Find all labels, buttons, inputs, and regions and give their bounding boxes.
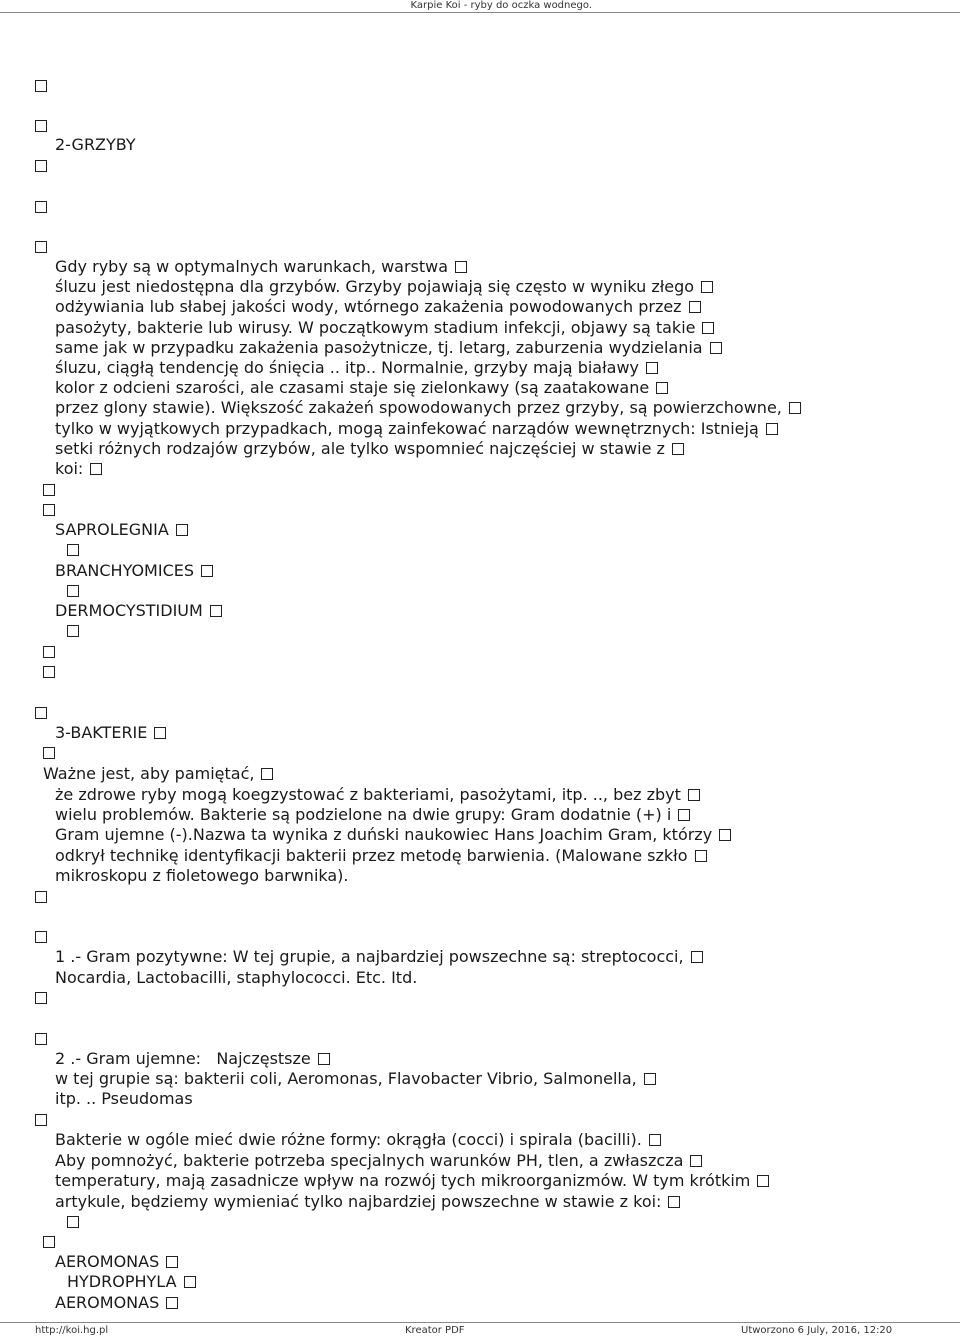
- square-icon: [154, 727, 166, 739]
- square-icon: [67, 544, 79, 556]
- line-text: 1 .- Gram pozytywne: W tej grupie, a najbardziej powszechne są: streptococci,: [55, 947, 684, 966]
- text-line: [55, 459, 102, 479]
- header-divider: [0, 12, 960, 13]
- line-text: mikroskopu z fioletowego barwnika).: [55, 866, 349, 885]
- text-line: [55, 1069, 656, 1089]
- fungus-item: [55, 520, 188, 540]
- bacteria-item: [55, 1293, 178, 1313]
- footer-creator: Kreator PDF: [405, 1325, 465, 1336]
- line-text: DERMOCYSTIDIUM: [55, 601, 203, 620]
- line-text: artykule, będziemy wymieniać tylko najbardziej powszechne w stawie z koi:: [55, 1192, 662, 1211]
- box-line: [67, 1212, 79, 1232]
- square-icon: [701, 281, 713, 293]
- text-line: [55, 257, 467, 277]
- square-icon: [691, 951, 703, 963]
- square-icon: [184, 1276, 196, 1288]
- square-icon: [35, 992, 47, 1004]
- text-line: [55, 846, 707, 866]
- line-text: AEROMONAS: [55, 1252, 160, 1271]
- text-line: [55, 947, 703, 967]
- page-header: [0, 0, 960, 12]
- fungus-item: [55, 601, 222, 621]
- line-text: Gram ujemne (-).Nazwa ta wynika z duński naukowiec Hans Joachim Gram, którzy: [55, 825, 713, 844]
- square-icon: [43, 747, 55, 759]
- square-icon: [261, 768, 273, 780]
- line-text: pasożyty, bakterie lub wirusy. W początkowym stadium infekcji, objawy są takie: [55, 318, 696, 337]
- square-icon: [672, 443, 684, 455]
- box-line: [35, 703, 47, 723]
- text-line: [55, 1171, 769, 1191]
- text-line: [55, 439, 684, 459]
- box-line: [67, 540, 79, 560]
- square-icon: [201, 565, 213, 577]
- text-line: [55, 968, 417, 988]
- square-icon: [67, 1216, 79, 1228]
- line-text: same jak w przypadku zakażenia pasożytnicze, tj. letarg, zaburzenia wydzielania: [55, 338, 703, 357]
- square-icon: [166, 1256, 178, 1268]
- square-icon: [43, 484, 55, 496]
- square-icon: [710, 342, 722, 354]
- line-text: temperatury, mają zasadnicze wpływ na rozwój tych mikroorganizmów. W tym krótkim: [55, 1171, 751, 1190]
- square-icon: [688, 789, 700, 801]
- bacteria-item: [55, 1252, 178, 1272]
- square-icon: [166, 1297, 178, 1309]
- line-text: Aby pomnożyć, bakterie potrzeba specjalnych warunków PH, tlen, a zwłaszcza: [55, 1151, 684, 1170]
- square-icon: [67, 625, 79, 637]
- line-text: AEROMONAS: [55, 1293, 160, 1312]
- square-icon: [757, 1175, 769, 1187]
- square-icon: [210, 605, 222, 617]
- footer-divider: [0, 1322, 960, 1323]
- line-text: HYDROPHYLA: [67, 1272, 177, 1291]
- text-line: [55, 297, 701, 317]
- square-icon: [35, 1033, 47, 1045]
- text-line: [55, 378, 668, 398]
- box-line: [35, 116, 47, 136]
- header-title: Karpie Koi - ryby do oczka wodnego.: [410, 0, 592, 11]
- box-line: [35, 1029, 47, 1049]
- box-line: [43, 743, 55, 763]
- line-text: itp. .. Pseudomas: [55, 1089, 193, 1108]
- text-line: [55, 825, 731, 845]
- text-line: [55, 1049, 330, 1069]
- text-line: [55, 419, 778, 439]
- square-icon: [43, 666, 55, 678]
- square-icon: [35, 1114, 47, 1126]
- line-text: przez glony stawie). Większość zakażeń spowodowanych przez grzyby, są powierzchowne,: [55, 398, 782, 417]
- square-icon: [678, 809, 690, 821]
- box-line: [43, 642, 55, 662]
- box-line: [35, 887, 47, 907]
- text-line: [55, 1089, 193, 1109]
- line-text: wielu problemów. Bakterie są podzielone na dwie grupy: Gram dodatnie (+) i: [55, 805, 672, 824]
- square-icon: [43, 504, 55, 516]
- box-line: [35, 197, 47, 217]
- section-heading: [55, 723, 166, 743]
- square-icon: [644, 1073, 656, 1085]
- footer-url[interactable]: http://koi.hg.pl: [35, 1325, 109, 1336]
- square-icon: [43, 646, 55, 658]
- line-text: 2 .- Gram ujemne: Najczęstsze: [55, 1049, 311, 1068]
- line-text: 2-GRZYBY: [55, 135, 136, 154]
- square-icon: [176, 524, 188, 536]
- line-text: tylko w wyjątkowych przypadkach, mogą zainfekować narządów wewnętrznych: Istnieją: [55, 419, 759, 438]
- footer-created: Utworzono 6 July, 2016, 12:20: [741, 1325, 893, 1336]
- line-text: w tej grupie są: bakterii coli, Aeromonas, Flavobacter Vibrio, Salmonella,: [55, 1069, 637, 1088]
- line-text: BRANCHYOMICES: [55, 561, 195, 580]
- box-line: [43, 1232, 55, 1252]
- box-line: [35, 988, 47, 1008]
- square-icon: [690, 1155, 702, 1167]
- box-line: [35, 1110, 47, 1130]
- square-icon: [719, 829, 731, 841]
- box-line: [67, 581, 79, 601]
- text-line: [43, 764, 273, 784]
- square-icon: [67, 585, 79, 597]
- text-line: [55, 398, 801, 418]
- text-line: [55, 277, 713, 297]
- box-line: [43, 480, 55, 500]
- box-line: [35, 76, 47, 96]
- line-text: SAPROLEGNIA: [55, 520, 169, 539]
- section-heading: [55, 135, 136, 155]
- page-footer: [0, 1322, 960, 1338]
- line-text: 3-BAKTERIE: [55, 723, 148, 742]
- line-text: śluzu, ciągłą tendencję do śnięcia .. itp.. Normalnie, grzyby mają białawy: [55, 358, 640, 377]
- box-line: [35, 156, 47, 176]
- line-text: Bakterie w ogóle mieć dwie różne formy: okrągła (cocci) i spirala (bacilli).: [55, 1130, 642, 1149]
- square-icon: [646, 362, 658, 374]
- square-icon: [789, 402, 801, 414]
- square-icon: [35, 241, 47, 253]
- text-line: [55, 805, 690, 825]
- square-icon: [90, 463, 102, 475]
- square-icon: [766, 423, 778, 435]
- square-icon: [702, 322, 714, 334]
- line-text: że zdrowe ryby mogą koegzystować z bakteriami, pasożytami, itp. .., bez zbyt: [55, 785, 681, 804]
- square-icon: [35, 891, 47, 903]
- text-line: [55, 338, 722, 358]
- bacteria-item: [67, 1272, 196, 1292]
- line-text: setki różnych rodzajów grzybów, ale tylko wspomnieć najczęściej w stawie z: [55, 439, 665, 458]
- line-text: Ważne jest, aby pamiętać,: [43, 764, 255, 783]
- box-line: [43, 500, 55, 520]
- square-icon: [318, 1053, 330, 1065]
- square-icon: [689, 301, 701, 313]
- text-line: [55, 318, 714, 338]
- text-line: [55, 1192, 680, 1212]
- square-icon: [35, 80, 47, 92]
- line-text: koi:: [55, 459, 84, 478]
- box-line: [35, 237, 47, 257]
- line-text: odżywiania lub słabej jakości wody, wtórnego zakażenia powodowanych przez: [55, 297, 682, 316]
- fungus-item: [55, 561, 213, 581]
- text-line: [55, 866, 349, 886]
- square-icon: [649, 1134, 661, 1146]
- square-icon: [455, 261, 467, 273]
- line-text: odkrył technikę identyfikacji bakterii przez metodę barwienia. (Malowane szkło: [55, 846, 688, 865]
- line-text: śluzu jest niedostępna dla grzybów. Grzyby pojawiają się często w wyniku złego: [55, 277, 695, 296]
- line-text: Gdy ryby są w optymalnych warunkach, warstwa: [55, 257, 449, 276]
- square-icon: [35, 120, 47, 132]
- square-icon: [43, 1236, 55, 1248]
- square-icon: [35, 707, 47, 719]
- text-line: [55, 785, 700, 805]
- square-icon: [35, 931, 47, 943]
- square-icon: [35, 160, 47, 172]
- square-icon: [656, 382, 668, 394]
- text-line: [55, 358, 658, 378]
- square-icon: [695, 850, 707, 862]
- square-icon: [35, 201, 47, 213]
- text-line: [55, 1130, 661, 1150]
- line-text: kolor z odcieni szarości, ale czasami staje się zielonkawy (są zaatakowane: [55, 378, 650, 397]
- box-line: [43, 662, 55, 682]
- text-line: [55, 1151, 702, 1171]
- box-line: [67, 621, 79, 641]
- line-text: Nocardia, Lactobacilli, staphylococci. Etc. Itd.: [55, 968, 418, 987]
- box-line: [35, 927, 47, 947]
- square-icon: [668, 1196, 680, 1208]
